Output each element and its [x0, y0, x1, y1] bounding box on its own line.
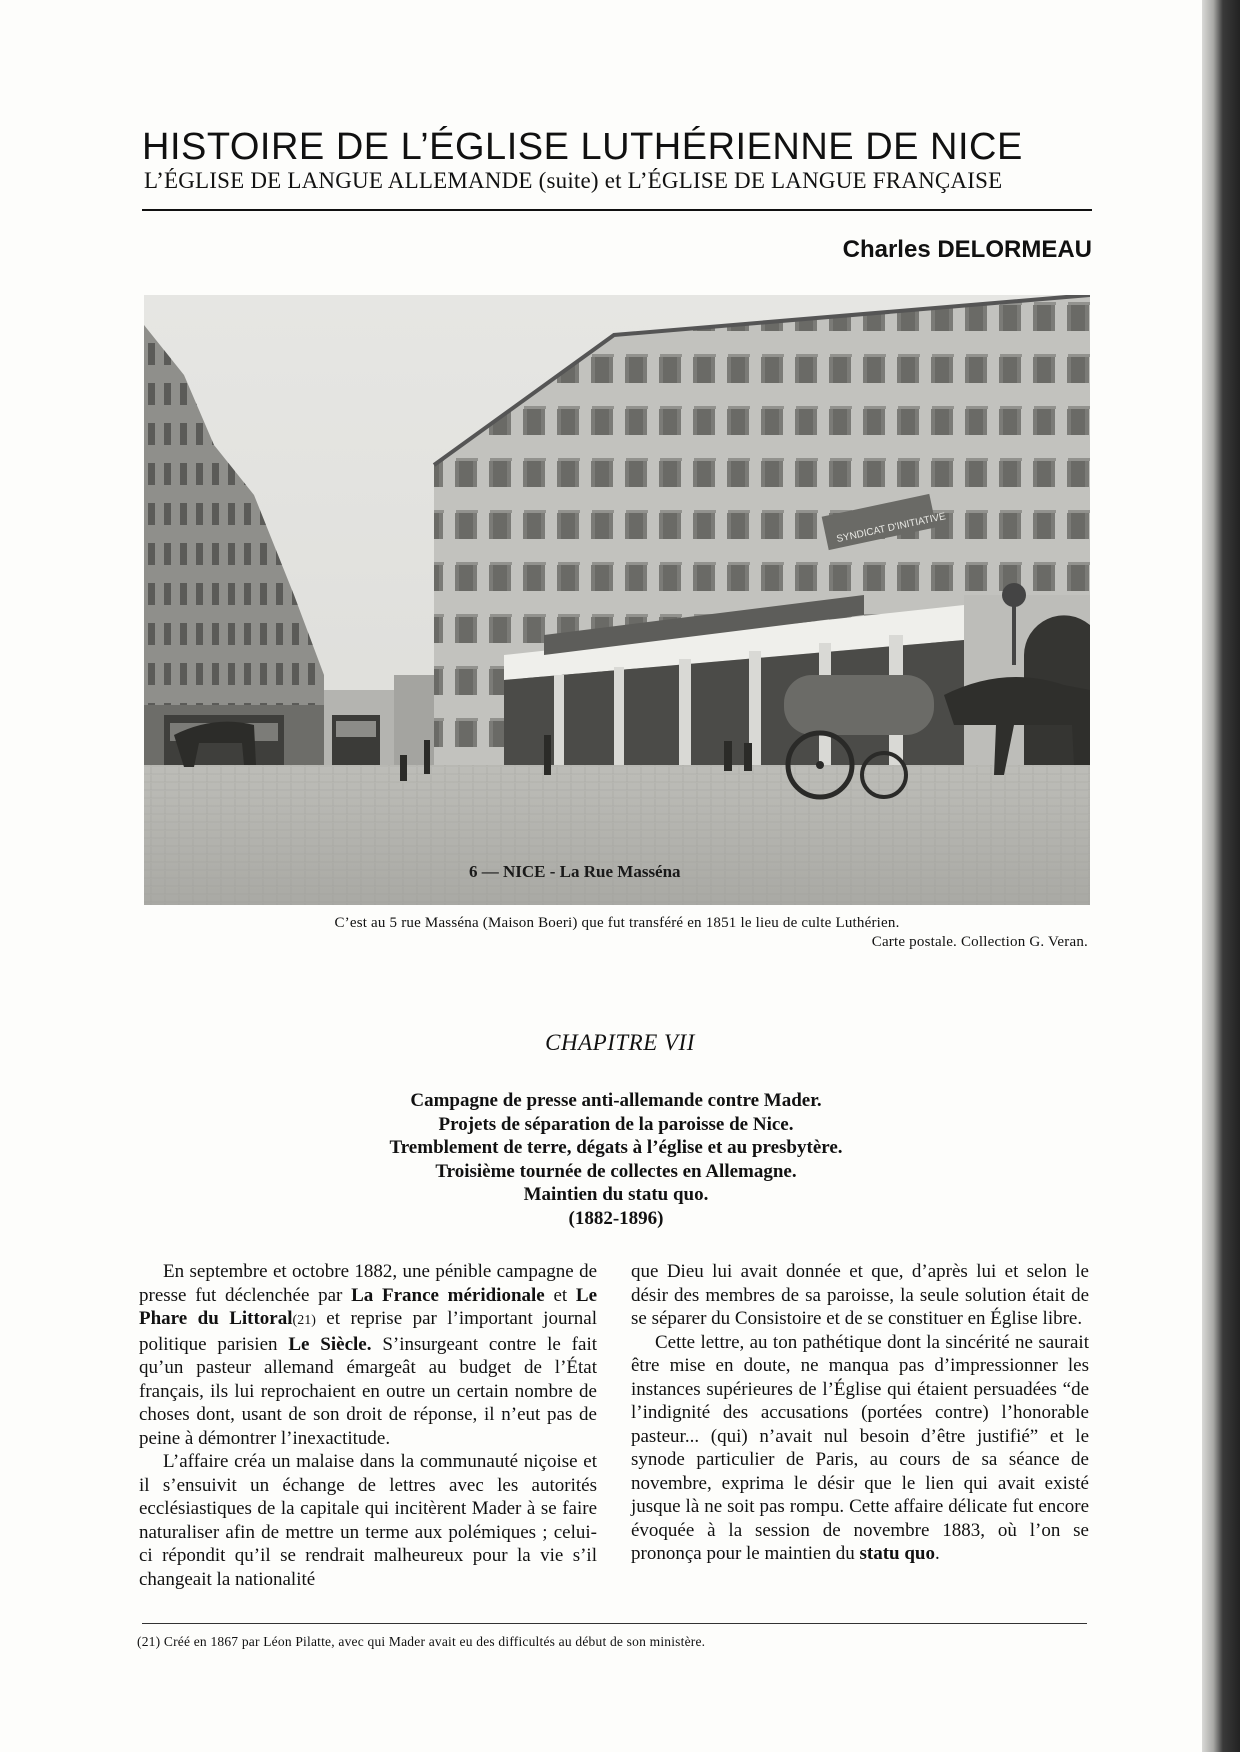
page-subtitle: L’ÉGLISE DE LANGUE ALLEMANDE (suite) et L’ÉGLISE DE LANGUE FRANÇAISE	[144, 168, 1003, 193]
chapter-heading: Tremblement de terre, dégats à l’église et au presbytère.	[389, 1137, 843, 1158]
newspaper-title: Le Phare du Littoral	[139, 1284, 597, 1329]
body-paragraph	[631, 1331, 1089, 1566]
body-column-right	[631, 1260, 1089, 1566]
chapter-heading: Projets de séparation de la paroisse de Nice.	[438, 1113, 794, 1135]
text-run: S’insurgeant contre le fait qu’un pasteur allemand émargeât au budget de l’État français, ils lui reprochaient en outre un certain nombre de choses dont, usant de son droit de réponse, il n’eut pas de peine à démontrer l’inexactitude.	[139, 1333, 598, 1449]
shop-sign: SYNDICAT D'INITIATIVE	[835, 511, 947, 546]
body-paragraph	[139, 1260, 597, 1450]
body-paragraph: L’affaire créa un malaise dans la communauté niçoise et il s’ensuivit un échange de lettres avec les autorités ecclésiastiques de la capitale qui incitèrent Mader à se faire naturaliser afin de mettre un terme aux polémiques ; celui-ci répondit qu’il se rendrait malheureux pour la vie s’il changeait la nationalité	[139, 1451, 597, 1590]
body-paragraph: que Dieu lui avait donnée et que, d’après lui et selon le désir des membres de sa paroisse, la seule solution était de se séparer du Consistoire et de se constituer en Église libre.	[631, 1261, 1089, 1329]
text-run: et reprise par l’important journal politique parisien	[139, 1308, 598, 1355]
chapter-heading: Campagne de presse anti-allemande contre Mader.	[410, 1090, 822, 1111]
newspaper-title: La France méridionale	[351, 1284, 545, 1306]
footnote-rule	[142, 1623, 1087, 1624]
page-edge-shadow	[1202, 0, 1240, 1752]
emphasis: statu quo	[859, 1543, 935, 1564]
newspaper-title: Le Siècle.	[288, 1333, 372, 1355]
postcard-photo	[144, 295, 1090, 905]
footnote: (21) Créé en 1867 par Léon Pilatte, avec qui Mader avait eu des difficultés au début de son ministère.	[137, 1634, 706, 1649]
text-run: et	[544, 1284, 576, 1306]
figure-credit: Carte postale. Collection G. Veran.	[871, 934, 1088, 950]
chapter-heading: Maintien du statu quo.	[523, 1184, 709, 1205]
author-name: Charles DELORMEAU	[842, 236, 1092, 263]
chapter-headings	[0, 1089, 1232, 1230]
text-run: En septembre et octobre 1882, une pénible campagne de presse fut déclenchée par	[139, 1261, 597, 1306]
figure-caption: C’est au 5 rue Masséna (Maison Boeri) que fut transféré en 1851 le lieu de culte Luthérien.	[334, 915, 900, 931]
chapter-heading: (1882-1896)	[568, 1207, 664, 1229]
page-title: HISTOIRE DE L’ÉGLISE LUTHÉRIENNE DE NICE	[142, 126, 1023, 168]
text-run: .	[934, 1543, 940, 1564]
body-column-left	[139, 1260, 597, 1591]
chapter-heading: Troisième tournée de collectes en Allemagne.	[435, 1160, 797, 1182]
postcard-printed-caption: 6 — NICE - La Rue Masséna	[469, 862, 681, 881]
text-run: Cette lettre, au ton pathétique dont la sincérité ne saurait être mise en doute, ne manqua pas d’impressionner les instances supérieures de l’Église qui étaient persuadées “de l’indignité des accusations (portées contre) l’honorable pasteur... (qui) n’avait nul besoin d’être justifié” et le synode particulier de Paris, au cours de sa séance de novembre, exprima le désir que le lien qui avait existé jusque là ne soit pas rompu. Cette affaire délicate fut encore évoquée à la session de novembre 1883, où l’on se prononça pour le maintien du	[631, 1331, 1089, 1564]
chapter-label: CHAPITRE VII	[545, 1030, 695, 1055]
footnote-ref: (21)	[292, 1313, 316, 1328]
title-rule	[142, 209, 1092, 211]
